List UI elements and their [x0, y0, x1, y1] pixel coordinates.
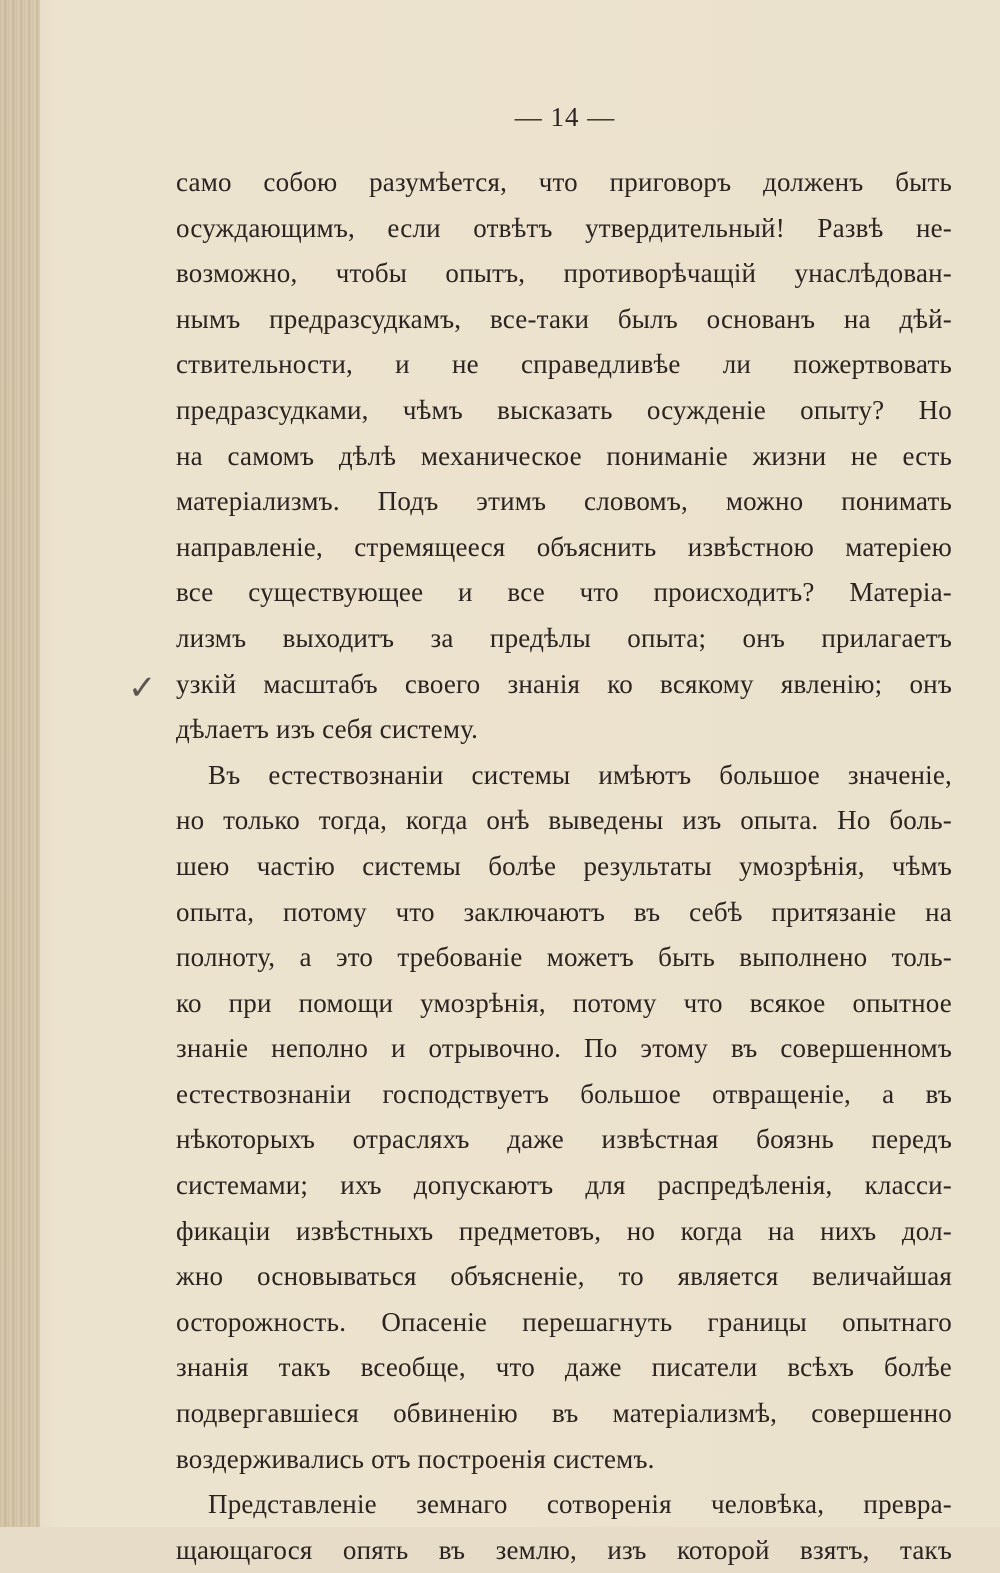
text-line: жно основываться объясненіе, то является величайшая	[176, 1261, 952, 1292]
text-line: ствительности, и не справедливѣе ли пожертвовать	[176, 349, 952, 380]
text-line: опыта, потому что заключаютъ въ себѣ притязаніе на	[176, 896, 952, 927]
text-line: Представленіе земнаго сотворенія человѣка, превра-	[208, 1489, 952, 1520]
binding-edge	[0, 0, 40, 1527]
text-body	[176, 160, 952, 1573]
text-line: матеріализмъ. Подъ этимъ словомъ, можно понимать	[176, 486, 952, 517]
text-line: знаніе неполно и отрывочно. По этому въ совершенномъ	[176, 1033, 952, 1064]
text-line: осторожность. Опасеніе перешагнуть границы опытнаго	[176, 1306, 952, 1337]
text-line: знанія такъ всеобще, что даже писатели всѣхъ болѣе	[176, 1352, 952, 1383]
text-line: Въ естествознаніи системы имѣютъ большое значеніе,	[208, 759, 952, 790]
text-line: на самомъ дѣлѣ механическое пониманіе жизни не есть	[176, 440, 952, 471]
text-line: воздерживались отъ построенія системъ.	[176, 1443, 655, 1474]
text-line: предразсудками, чѣмъ высказать осужденіе опыту? Но	[176, 394, 952, 425]
text-line: но только тогда, когда онѣ выведены изъ опыта. Но боль-	[176, 805, 952, 836]
text-line: фикаціи извѣстныхъ предметовъ, но когда на нихъ дол-	[176, 1215, 952, 1246]
text-line: само собою разумѣется, что приговоръ долженъ быть	[176, 167, 952, 197]
text-line: ко при помощи умозрѣнія, потому что всякое опытное	[176, 987, 952, 1018]
text-line: узкій масштабъ своего знанія ко всякому явленію; онъ	[176, 668, 952, 699]
text-line: дѣлаетъ изъ себя систему.	[176, 714, 479, 745]
text-line: нымъ предразсудкамъ, все-таки былъ основанъ на дѣй-	[176, 303, 952, 334]
text-line: естествознаніи господствуетъ большое отвращеніе, а въ	[176, 1078, 952, 1109]
text-line: подвергавшіеся обвиненію въ матеріализмѣ, совершенно	[176, 1398, 952, 1429]
text-line: направленіе, стремящееся объяснить извѣстною матеріею	[176, 531, 952, 562]
page-number: — 14 —	[514, 102, 616, 132]
text-line: системами; ихъ допускаютъ для распредѣленія, класси-	[176, 1170, 952, 1201]
text-line: лизмъ выходитъ за предѣлы опыта; онъ прилагаетъ	[176, 622, 952, 653]
text-line: возможно, чтобы опытъ, противорѣчащій унаслѣдован-	[176, 258, 952, 289]
margin-check-mark: ✓	[128, 670, 157, 707]
text-line: нѣкоторыхъ отрасляхъ даже извѣстная боязнь передъ	[176, 1124, 952, 1155]
text-line: все существующее и все что происходитъ? Матеріа-	[176, 577, 952, 608]
text-line: осуждающимъ, если отвѣтъ утвердительный! Развѣ не-	[176, 212, 952, 243]
text-line: шею частію системы болѣе результаты умозрѣнія, чѣмъ	[176, 850, 952, 881]
text-line: щающагося опять въ землю, изъ которой взятъ, такъ	[176, 1534, 952, 1565]
text-line: полноту, а это требованіе можетъ быть выполнено толь-	[176, 942, 952, 973]
